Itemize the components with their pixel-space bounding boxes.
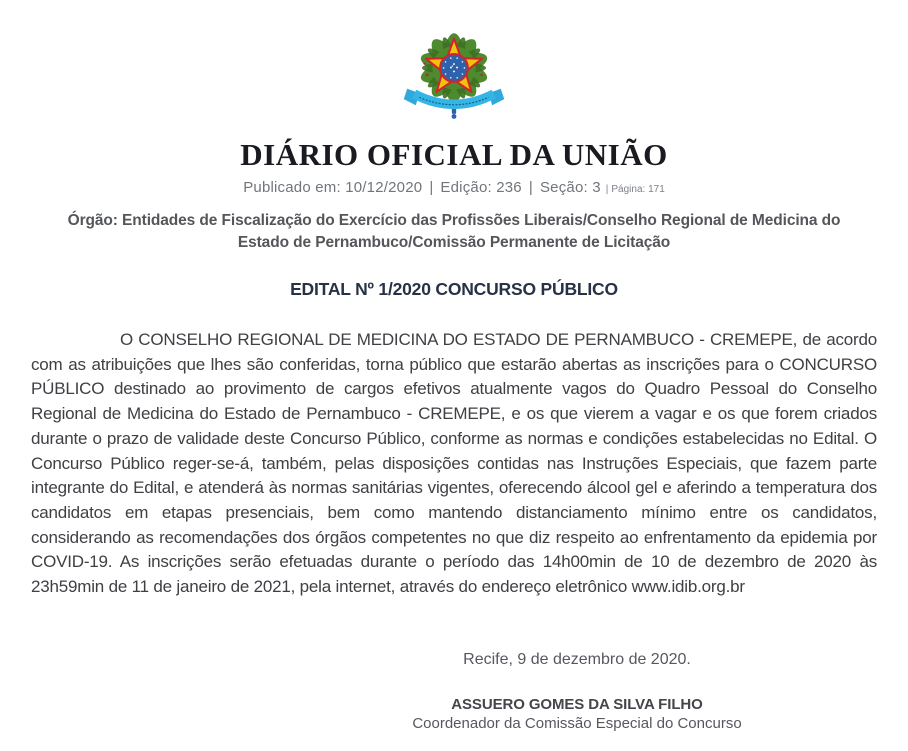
separator: | — [528, 179, 533, 196]
dateline: Recife, 9 de dezembro de 2020. — [463, 651, 691, 668]
signature-name: ASSUERO GOMES DA SILVA FILHO — [451, 696, 703, 713]
page-number: Página: 171 — [611, 184, 665, 195]
published-date: Publicado em: 10/12/2020 — [243, 179, 423, 196]
signature-role: Coordenador da Comissão Especial do Concurso — [412, 715, 742, 732]
masthead — [0, 21, 908, 254]
brazil-coat-of-arms-icon — [402, 21, 506, 127]
organ-line: Órgão: Entidades de Fiscalização do Exercício das Profissões Liberais/Conselho Regional de Medicina do Estado de Pernambuco/Comissão Permanente de Licitação — [67, 212, 841, 251]
edital-body-paragraph: O CONSELHO REGIONAL DE MEDICINA DO ESTADO DE PERNAMBUCO - CREMEPE, de acordo com as atribuições que lhes são conferidas, torna público que estarão abertas as inscrições para o CONCURSO PÚBLICO destinado ao provimento de cargos efetivos atualmente vagos do Quadro Pessoal do Conselho Regional de Medicina do Estado de Pernambuco - CREMEPE, e os que vierem a vagar e os que forem criados durante o prazo de validade deste Concurso Público, conforme as normas e condições estabelecidas no Edital. O Concurso Público reger-se-á, também, pelas disposições contidas nas Instruções Especiais, que fazem parte integrante do Edital, e atenderá às normas sanitárias vigentes, oferecendo álcool gel e aferindo a temperatura dos candidatos em etapas presenciais, bem como mantendo distanciamento mínimo entre os candidatos, considerando as recomendações dos órgãos competentes no que diz respeito ao enfrentamento da epidemia por COVID-19. As inscrições serão efetuadas durante o período das 14h00min de 10 de dezembro de 2020 às 23h59min de 11 de janeiro de 2021, pela internet, através do endereço eletrônico www.idib.org.br — [31, 330, 877, 597]
separator: | — [429, 179, 434, 196]
edition: Edição: 236 — [440, 179, 522, 196]
signature-block — [246, 650, 908, 732]
edital-heading: EDITAL Nº 1/2020 CONCURSO PÚBLICO — [290, 279, 618, 299]
publication-info — [0, 179, 908, 199]
section: Seção: 3 — [539, 179, 601, 196]
brazil-coat-of-arms-icon — [402, 21, 506, 127]
gazette-title: DIÁRIO OFICIAL DA UNIÃO — [240, 137, 668, 172]
separator: | — [605, 184, 609, 195]
edital-article — [0, 279, 908, 732]
